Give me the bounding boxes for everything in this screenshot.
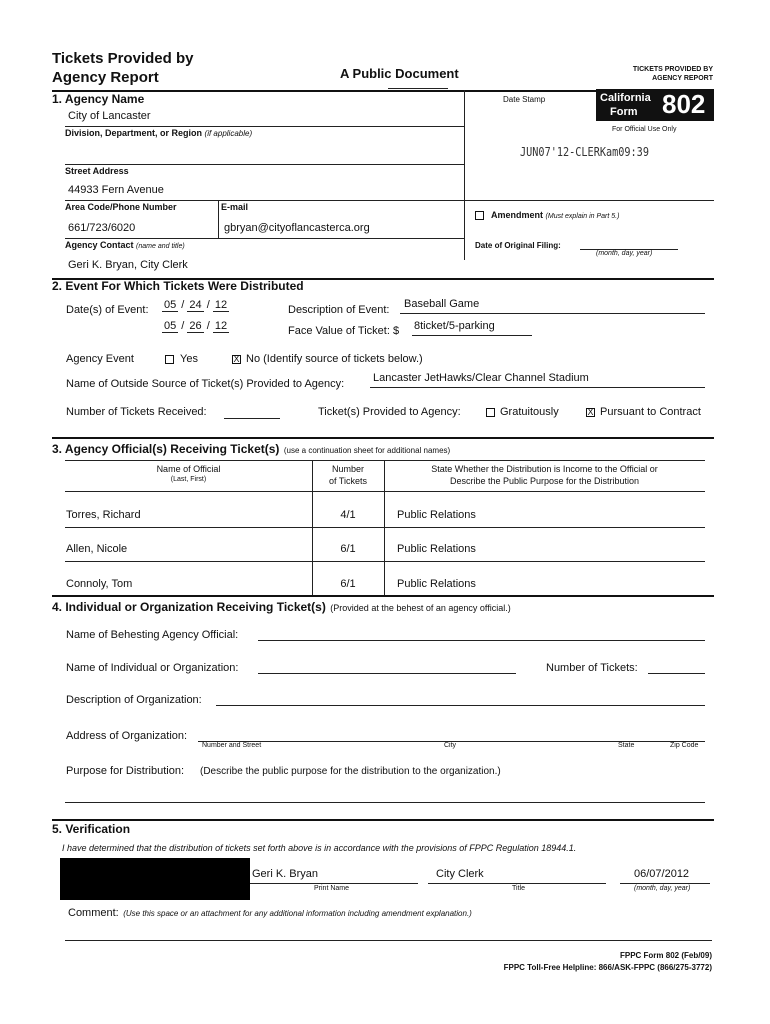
gratuitously-checkbox[interactable] [486, 408, 495, 417]
rule [412, 335, 532, 336]
form-word-label: Form [610, 106, 638, 118]
public-document-label: A Public Document [340, 66, 459, 81]
behesting-official-field[interactable] [258, 640, 705, 641]
provided-to-agency-label: Ticket(s) Provided to Agency: [318, 406, 461, 418]
amendment-label [491, 210, 619, 220]
official-row-2-purpose: Public Relations [397, 543, 476, 555]
agency-event-no-label: No (Identify source of tickets below.) [246, 353, 423, 365]
date1-day: 24 [189, 299, 202, 311]
phone-value: 661/723/6020 [68, 222, 136, 234]
col-state-sub: Describe the Public Purpose for the Distribution [449, 476, 640, 486]
section3-heading: 3. Agency Official(s) Receiving Ticket(s) [52, 442, 280, 456]
division-label-text: Division, Department, or Region [65, 128, 203, 138]
gratuitously-label: Gratuitously [500, 406, 559, 418]
division-hint: (if applicable) [204, 129, 253, 138]
tickets-received-label: Number of Tickets Received: [66, 406, 207, 418]
rule [52, 595, 714, 597]
date2-month: 05 [164, 320, 177, 332]
event-description-label: Description of Event: [288, 304, 390, 316]
contact-label-text: Agency Contact [65, 240, 134, 250]
org-description-field[interactable] [216, 705, 705, 706]
face-value: 8ticket/5-parking [414, 320, 495, 332]
rule [218, 200, 219, 238]
rule [52, 819, 714, 821]
behesting-official-label: Name of Behesting Agency Official: [66, 629, 239, 641]
addr-state-hint: State [618, 742, 635, 749]
num-tickets-field[interactable] [648, 673, 705, 674]
col-state: State Whether the Distribution is Income to the Official or [431, 464, 658, 474]
rule [65, 126, 464, 127]
rule [65, 460, 705, 461]
form-number: 802 [662, 89, 706, 119]
rule [250, 883, 418, 884]
header-right-top1: TICKETS PROVIDED BY [632, 66, 713, 73]
date2-day: 26 [189, 320, 202, 332]
agency-event-no-checkbox[interactable]: X [233, 354, 240, 364]
verifier-title: City Clerk [436, 868, 484, 880]
purpose-distribution-label: Purpose for Distribution: [66, 765, 184, 777]
date1-month: 05 [164, 299, 177, 311]
verification-date: 06/07/2012 [634, 868, 690, 880]
agency-event-label: Agency Event [66, 353, 134, 365]
official-row-3-name: Connoly, Tom [66, 578, 133, 590]
title-label: Title [512, 885, 525, 892]
comment-row [68, 903, 472, 921]
event-date-2: 05 / 26 / 12 [164, 320, 228, 332]
official-row-3-purpose: Public Relations [397, 578, 476, 590]
top-border [52, 90, 714, 92]
comment-label: Comment: [68, 907, 119, 919]
num-tickets-label: Number of Tickets: [546, 662, 638, 674]
agency-name-value: City of Lancaster [68, 110, 151, 122]
rule [65, 527, 705, 528]
rule [370, 387, 705, 388]
purpose-distribution-field[interactable] [65, 802, 705, 803]
left-right-divider [464, 90, 465, 260]
verification-statement: I have determined that the distribution of tickets set forth above is in accordance with the provisions of FPPC Regulation 18944.1. [62, 843, 577, 853]
org-name-label: Name of Individual or Organization: [66, 662, 239, 674]
official-row-3-tickets: 6/1 [340, 578, 356, 590]
official-row-1-tickets: 4/1 [340, 509, 356, 521]
official-row-2-name: Allen, Nicole [66, 543, 128, 555]
contact-value: Geri K. Bryan, City Clerk [68, 259, 188, 271]
official-use-label: For Official Use Only [612, 126, 677, 133]
amendment-checkbox[interactable] [475, 211, 484, 220]
col-official-name: Name of Official [156, 464, 221, 474]
event-date-1: 05 / 24 / 12 [164, 299, 228, 311]
form-title-line2: Agency Report [52, 69, 159, 86]
rule [464, 200, 714, 201]
date-hint: (month, day, year) [634, 885, 691, 892]
rule [65, 491, 705, 492]
section4-heading: 4. Individual or Organization Receiving Ticket(s) [52, 600, 326, 614]
section5-heading: 5. Verification [52, 822, 131, 836]
org-description-label: Description of Organization: [66, 694, 202, 706]
contact-label [65, 240, 185, 250]
form-badge [596, 89, 714, 121]
outside-source-value: Lancaster JetHawks/Clear Channel Stadium [373, 372, 589, 384]
event-description-value: Baseball Game [404, 298, 480, 310]
comment-field[interactable] [65, 940, 712, 941]
date-stamp-value: JUN07'12-CLERKam09:39 [520, 145, 649, 159]
addr-city-hint: City [444, 742, 457, 749]
rule [65, 200, 464, 201]
section3-heading-row [52, 440, 450, 458]
date-stamp-label: Date Stamp [503, 95, 546, 104]
email-label: E-mail [221, 202, 249, 212]
street-label: Street Address [65, 166, 129, 176]
purpose-distribution-hint: (Describe the public purpose for the distribution to the organization.) [200, 766, 501, 777]
section4-heading-row [52, 598, 511, 616]
section3-note: (use a continuation sheet for additional names) [283, 446, 451, 455]
rule [620, 883, 710, 884]
original-filing-label: Date of Original Filing: [475, 241, 561, 250]
official-row-1-purpose: Public Relations [397, 509, 476, 521]
title-underline [388, 88, 448, 89]
rule [428, 883, 606, 884]
section1-heading: 1. Agency Name [52, 92, 145, 106]
print-name-label: Print Name [314, 885, 350, 892]
agency-event-yes-label: Yes [180, 353, 198, 365]
amendment-hint: (Must explain in Part 5.) [545, 213, 620, 220]
outside-source-label: Name of Outside Source of Ticket(s) Provided to Agency: [66, 378, 345, 390]
rule [65, 164, 464, 165]
col-number-sub: of Tickets [328, 476, 367, 486]
rule [65, 561, 705, 562]
footer-form-id: FPPC Form 802 (Feb/09) [619, 951, 712, 960]
verifier-name: Geri K. Bryan [252, 868, 319, 880]
face-value-label: Face Value of Ticket: $ [288, 325, 400, 337]
header-right-top2: AGENCY REPORT [652, 75, 713, 82]
street-value: 44933 Fern Avenue [68, 184, 164, 196]
col-official-name-sub: (Last, First) [170, 476, 207, 483]
official-row-2-tickets: 6/1 [340, 543, 356, 555]
event-dates-label: Date(s) of Event: [66, 304, 149, 316]
contact-hint: (name and title) [136, 243, 185, 250]
comment-hint: (Use this space or an attachment for any additional information including amendment explanation.) [123, 909, 472, 918]
form-state-label: California [600, 92, 651, 104]
pursuant-checkbox[interactable]: X [587, 407, 594, 417]
rule [65, 238, 464, 239]
org-address-label: Address of Organization: [66, 730, 188, 742]
section2-heading: 2. Event For Which Tickets Were Distributed [52, 279, 304, 293]
org-name-field[interactable] [258, 673, 516, 674]
agency-event-yes-checkbox[interactable] [165, 355, 174, 364]
rule [52, 437, 714, 439]
rule [400, 313, 705, 314]
date1-year: 12 [214, 299, 228, 311]
section4-note: (Provided at the behest of an agency official.) [330, 603, 511, 613]
pursuant-label: Pursuant to Contract [600, 406, 701, 418]
date2-year: 12 [214, 320, 228, 332]
phone-label: Area Code/Phone Number [65, 202, 177, 212]
addr-street-hint: Number and Street [202, 742, 262, 749]
email-value: gbryan@cityoflancasterca.org [224, 222, 370, 234]
division-label [65, 128, 252, 138]
official-row-1-name: Torres, Richard [66, 509, 141, 521]
original-filing-hint: (month, day, year) [596, 250, 653, 257]
col-number: Number [331, 464, 364, 474]
tickets-received-field[interactable] [224, 418, 280, 419]
addr-zip-hint: Zip Code [670, 742, 699, 749]
form-title-line1: Tickets Provided by [52, 50, 194, 67]
amendment-label-text: Amendment [491, 210, 544, 220]
footer-helpline: FPPC Toll-Free Helpline: 866/ASK-FPPC (866/275-3772) [503, 963, 712, 972]
redacted-signature [60, 858, 250, 900]
